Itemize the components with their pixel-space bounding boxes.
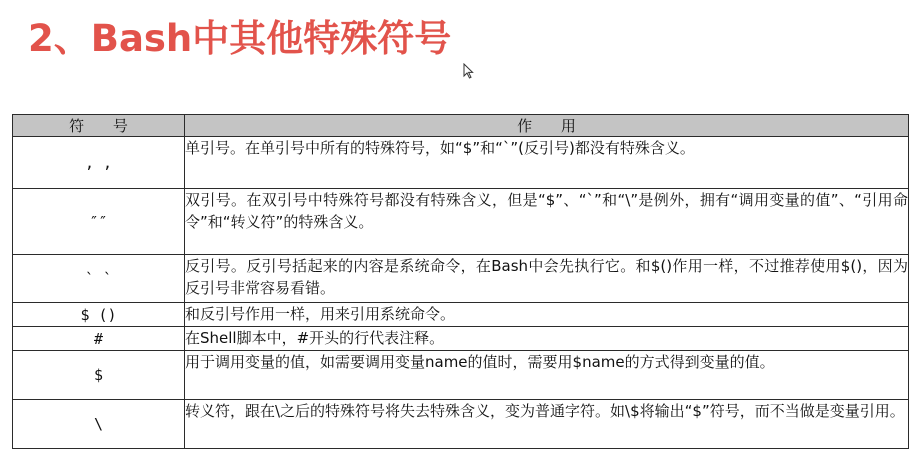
header-function: 作 用 bbox=[185, 115, 909, 137]
table-row bbox=[13, 303, 909, 327]
header-symbol: 符 号 bbox=[13, 115, 185, 137]
table-row bbox=[13, 400, 909, 449]
description-cell: 在Shell脚本中，#开头的行代表注释。 bbox=[185, 327, 909, 351]
description-cell: 和反引号作用一样，用来引用系统命令。 bbox=[185, 303, 909, 327]
description-cell: 转义符，跟在\之后的特殊符号将失去特殊含义，变为普通字符。如\$将输出“$”符号，而不当做是变量引用。 bbox=[185, 400, 909, 449]
description-cell: 用于调用变量的值，如需要调用变量name的值时，需要用$name的方式得到变量的值。 bbox=[185, 351, 909, 400]
description-cell: 双引号。在双引号中特殊符号都没有特殊含义，但是“$”、“`”和“\”是例外，拥有“调用变量的值”、“引用命令”和“转义符”的特殊含义。 bbox=[185, 189, 909, 255]
special-symbols-table bbox=[12, 114, 909, 449]
symbol-cell: ″″ bbox=[13, 189, 185, 255]
table-row bbox=[13, 189, 909, 255]
symbol-cell: ` ` bbox=[13, 255, 185, 303]
symbol-cell: , , bbox=[13, 137, 185, 189]
symbol-cell: $ bbox=[13, 351, 185, 400]
table-row bbox=[13, 137, 909, 189]
table-header-row bbox=[13, 115, 909, 137]
symbol-cell: \ bbox=[13, 400, 185, 449]
table-row bbox=[13, 327, 909, 351]
symbol-cell: $ () bbox=[13, 303, 185, 327]
mouse-pointer-icon bbox=[463, 63, 474, 79]
table-row bbox=[13, 255, 909, 303]
table-row bbox=[13, 351, 909, 400]
symbol-cell: # bbox=[13, 327, 185, 351]
description-cell: 反引号。反引号括起来的内容是系统命令，在Bash中会先执行它。和$()作用一样，不过推荐使用$()，因为反引号非常容易看错。 bbox=[185, 255, 909, 303]
slide-title: 2、Bash中其他特殊符号 bbox=[28, 17, 452, 60]
description-cell: 单引号。在单引号中所有的特殊符号，如“$”和“`”(反引号)都没有特殊含义。 bbox=[185, 137, 909, 189]
